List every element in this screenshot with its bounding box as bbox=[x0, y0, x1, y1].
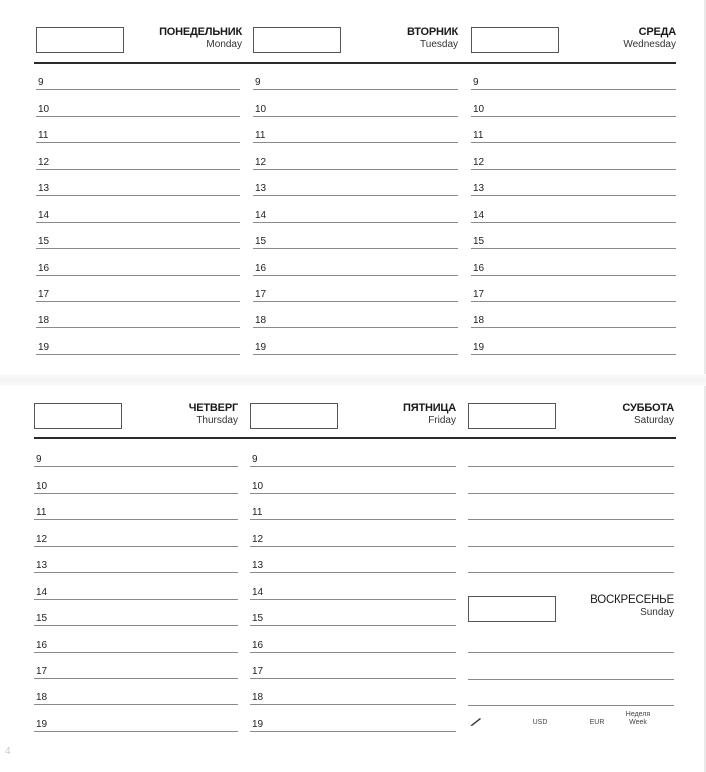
day-name-ru: СУББОТА bbox=[622, 402, 674, 414]
day-name-en: Tuesday bbox=[420, 39, 458, 50]
hour-row[interactable] bbox=[34, 653, 238, 679]
day-monday bbox=[36, 26, 242, 62]
hour-row[interactable] bbox=[34, 547, 238, 573]
page-divider bbox=[0, 374, 706, 386]
hour-row[interactable] bbox=[250, 653, 456, 679]
lines-saturday bbox=[468, 441, 674, 573]
hour-row[interactable] bbox=[250, 626, 456, 652]
hour-label: 13 bbox=[255, 183, 267, 195]
page-number: 4 bbox=[5, 746, 11, 757]
hour-row[interactable] bbox=[250, 441, 456, 467]
hour-label: 17 bbox=[473, 288, 485, 300]
hour-label: 18 bbox=[473, 315, 485, 327]
day-title-wednesday bbox=[623, 26, 676, 51]
hour-label: 17 bbox=[36, 665, 48, 677]
hour-row[interactable] bbox=[253, 328, 458, 354]
hour-label: 14 bbox=[36, 586, 48, 598]
hour-label: 19 bbox=[38, 341, 50, 353]
hour-label: 16 bbox=[473, 262, 485, 274]
hour-row[interactable] bbox=[250, 520, 456, 546]
hour-label: 18 bbox=[255, 315, 267, 327]
hour-label: 11 bbox=[252, 507, 263, 519]
hour-row[interactable] bbox=[34, 494, 238, 520]
week-label bbox=[620, 711, 656, 727]
day-name-en: Monday bbox=[206, 39, 242, 50]
date-box-monday[interactable] bbox=[36, 27, 124, 53]
hour-row[interactable] bbox=[468, 627, 674, 653]
hour-label: 14 bbox=[252, 586, 264, 598]
day-name-ru: ВОСКРЕСЕНЬЕ bbox=[590, 594, 674, 606]
day-friday bbox=[250, 402, 456, 438]
hour-label: 16 bbox=[252, 639, 264, 651]
date-box-saturday[interactable] bbox=[468, 403, 556, 429]
hour-label: 15 bbox=[252, 613, 264, 625]
hour-row[interactable] bbox=[253, 196, 458, 222]
hours-thursday bbox=[34, 441, 238, 732]
hour-label: 10 bbox=[38, 103, 50, 115]
hour-row[interactable] bbox=[471, 90, 676, 116]
day-title-monday bbox=[159, 26, 242, 51]
hour-row[interactable] bbox=[250, 679, 456, 705]
usd-label: USD bbox=[532, 719, 548, 726]
day-name-en: Sunday bbox=[640, 607, 674, 618]
hour-label: 13 bbox=[252, 560, 264, 572]
pen-icon bbox=[470, 716, 482, 726]
hour-row[interactable] bbox=[468, 520, 674, 546]
hour-row[interactable] bbox=[34, 573, 238, 599]
hour-label: 12 bbox=[36, 533, 48, 545]
hour-label: 10 bbox=[252, 480, 264, 492]
hour-label: 11 bbox=[38, 130, 49, 142]
date-box-friday[interactable] bbox=[250, 403, 338, 429]
day-title-thursday bbox=[189, 402, 238, 427]
hour-label: 9 bbox=[252, 454, 258, 466]
hour-label: 19 bbox=[252, 718, 264, 730]
hour-row[interactable] bbox=[471, 64, 676, 90]
hour-label: 18 bbox=[38, 315, 50, 327]
hour-row[interactable] bbox=[468, 494, 674, 520]
day-name-ru: СРЕДА bbox=[638, 26, 676, 38]
hour-label: 18 bbox=[252, 692, 264, 704]
hour-row[interactable] bbox=[471, 223, 676, 249]
hour-label: 17 bbox=[252, 665, 264, 677]
hour-row[interactable] bbox=[471, 276, 676, 302]
hour-label: 10 bbox=[255, 103, 267, 115]
hour-label: 17 bbox=[38, 288, 50, 300]
hour-label: 15 bbox=[473, 236, 485, 248]
hours-tuesday bbox=[253, 64, 458, 355]
hour-label: 13 bbox=[473, 183, 485, 195]
hour-row[interactable] bbox=[34, 626, 238, 652]
day-name-en: Friday bbox=[428, 415, 456, 426]
hour-label: 10 bbox=[36, 480, 48, 492]
hour-row[interactable] bbox=[36, 223, 240, 249]
hours-monday bbox=[36, 64, 240, 355]
hour-label: 15 bbox=[255, 236, 267, 248]
hour-row[interactable] bbox=[253, 117, 458, 143]
day-saturday bbox=[468, 402, 674, 438]
hour-row[interactable] bbox=[34, 520, 238, 546]
hour-row[interactable] bbox=[471, 328, 676, 354]
hour-label: 16 bbox=[36, 639, 48, 651]
lines-sunday bbox=[468, 627, 674, 706]
hour-label: 11 bbox=[473, 130, 484, 142]
week-label-en: Week bbox=[629, 719, 647, 726]
hour-label: 12 bbox=[38, 156, 50, 168]
hour-label: 15 bbox=[38, 236, 50, 248]
hour-row[interactable] bbox=[471, 302, 676, 328]
hour-row[interactable] bbox=[471, 117, 676, 143]
hours-friday bbox=[250, 441, 456, 732]
hour-row[interactable] bbox=[36, 90, 240, 116]
hour-row[interactable] bbox=[36, 143, 240, 169]
hour-label: 19 bbox=[473, 341, 485, 353]
day-title-sunday bbox=[590, 594, 674, 619]
hour-row[interactable] bbox=[250, 705, 456, 731]
hour-row[interactable] bbox=[471, 170, 676, 196]
hour-label: 15 bbox=[36, 613, 48, 625]
hour-label: 12 bbox=[255, 156, 267, 168]
hour-row[interactable] bbox=[36, 302, 240, 328]
hour-row[interactable] bbox=[468, 547, 674, 573]
day-thursday bbox=[34, 402, 238, 438]
hour-label: 18 bbox=[36, 692, 48, 704]
hour-label: 14 bbox=[473, 209, 485, 221]
day-name-en: Thursday bbox=[196, 415, 238, 426]
hour-row[interactable] bbox=[250, 467, 456, 493]
week-label-ru: Неделя bbox=[625, 711, 651, 718]
day-name-ru: ВТОРНИК bbox=[406, 26, 458, 38]
hour-row[interactable] bbox=[36, 328, 240, 354]
hour-row[interactable] bbox=[468, 680, 674, 706]
hour-row[interactable] bbox=[34, 467, 238, 493]
hour-label: 11 bbox=[255, 130, 266, 142]
day-name-ru: ПЯТНИЦА bbox=[403, 402, 456, 414]
hour-row[interactable] bbox=[253, 170, 458, 196]
day-wednesday bbox=[471, 26, 676, 62]
hour-label: 13 bbox=[36, 560, 48, 572]
date-box-tuesday[interactable] bbox=[253, 27, 341, 53]
hour-row[interactable] bbox=[36, 64, 240, 90]
hour-row[interactable] bbox=[253, 64, 458, 90]
hour-row[interactable] bbox=[250, 494, 456, 520]
hour-label: 16 bbox=[255, 262, 267, 274]
hours-wednesday bbox=[471, 64, 676, 355]
day-title-tuesday bbox=[407, 26, 458, 51]
day-name-en: Saturday bbox=[633, 415, 674, 426]
hour-row[interactable] bbox=[34, 600, 238, 626]
hour-row[interactable] bbox=[253, 143, 458, 169]
hour-row[interactable] bbox=[34, 679, 238, 705]
hour-row[interactable] bbox=[468, 441, 674, 467]
hour-label: 9 bbox=[36, 454, 42, 466]
hour-label: 9 bbox=[255, 77, 261, 89]
hour-label: 17 bbox=[255, 288, 267, 300]
day-sunday bbox=[468, 594, 674, 628]
hour-label: 14 bbox=[255, 209, 267, 221]
hour-label: 11 bbox=[36, 507, 47, 519]
hour-label: 19 bbox=[255, 341, 267, 353]
date-box-wednesday[interactable] bbox=[471, 27, 559, 53]
date-box-thursday[interactable] bbox=[34, 403, 122, 429]
hour-label: 14 bbox=[38, 209, 50, 221]
hour-label: 9 bbox=[38, 77, 44, 89]
hour-row[interactable] bbox=[253, 302, 458, 328]
day-name-ru: ЧЕТВЕРГ bbox=[188, 402, 238, 414]
hour-row[interactable] bbox=[250, 547, 456, 573]
hour-row[interactable] bbox=[253, 223, 458, 249]
day-title-saturday bbox=[622, 402, 674, 427]
hour-row[interactable] bbox=[36, 117, 240, 143]
day-tuesday bbox=[253, 26, 458, 62]
hour-label: 12 bbox=[252, 533, 264, 545]
hour-row[interactable] bbox=[253, 249, 458, 275]
hour-label: 10 bbox=[473, 103, 485, 115]
hour-row[interactable] bbox=[250, 573, 456, 599]
hour-row[interactable] bbox=[36, 170, 240, 196]
hour-row[interactable] bbox=[253, 90, 458, 116]
hour-row[interactable] bbox=[36, 276, 240, 302]
hour-row[interactable] bbox=[36, 249, 240, 275]
hour-row[interactable] bbox=[36, 196, 240, 222]
hour-label: 19 bbox=[36, 718, 48, 730]
day-name-ru: ПОНЕДЕЛЬНИК bbox=[159, 26, 242, 38]
hour-label: 12 bbox=[473, 156, 485, 168]
hour-row[interactable] bbox=[468, 467, 674, 493]
hour-row[interactable] bbox=[468, 653, 674, 679]
hour-label: 9 bbox=[473, 77, 479, 89]
hour-row[interactable] bbox=[471, 143, 676, 169]
hour-row[interactable] bbox=[471, 249, 676, 275]
hour-row[interactable] bbox=[253, 276, 458, 302]
hour-label: 16 bbox=[38, 262, 50, 274]
hour-label: 13 bbox=[38, 183, 50, 195]
date-box-sunday[interactable] bbox=[468, 596, 556, 622]
hour-row[interactable] bbox=[34, 705, 238, 731]
hour-row[interactable] bbox=[471, 196, 676, 222]
day-title-friday bbox=[403, 402, 456, 427]
hour-row[interactable] bbox=[34, 441, 238, 467]
eur-label: EUR bbox=[589, 719, 605, 726]
day-name-en: Wednesday bbox=[623, 39, 676, 50]
hour-row[interactable] bbox=[250, 600, 456, 626]
